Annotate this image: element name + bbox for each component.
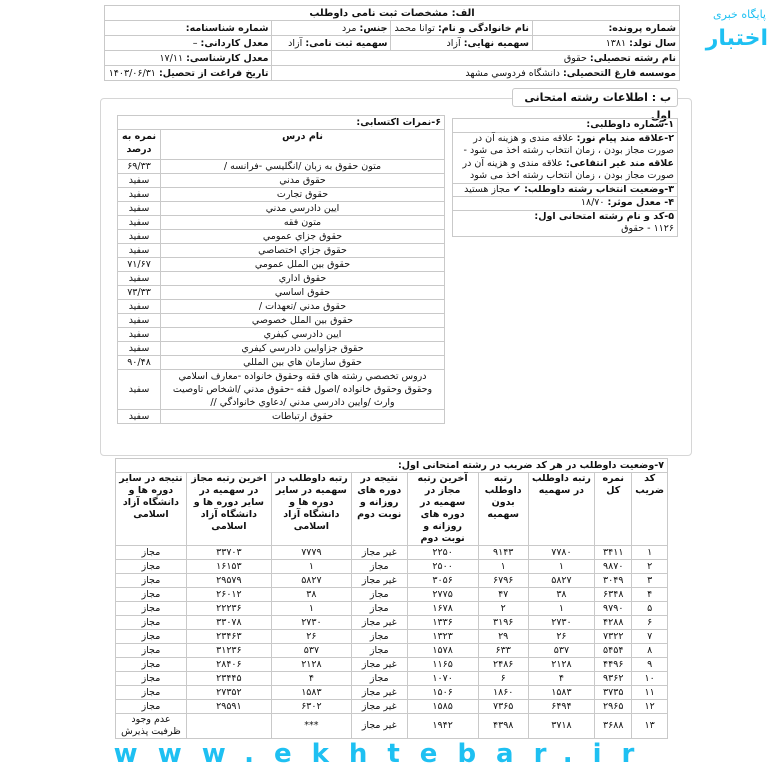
course-name: ايين دادرسي كيفري: [161, 328, 445, 342]
course-percent: سفید: [118, 328, 161, 342]
course-name: حقوق بين الملل عمومي: [161, 258, 445, 272]
course-percent: سفید: [118, 216, 161, 230]
table7-cell: ۳۷۱۸: [528, 714, 594, 739]
file-number: شماره پرونده:: [533, 21, 680, 36]
course-name: حقوق مدني: [161, 174, 445, 188]
associate-gpa: معدل کاردانی: –: [105, 36, 272, 51]
id-number: شماره شناسنامه:: [105, 21, 272, 36]
gender: جنس: مرد: [272, 21, 391, 36]
bachelor-gpa: معدل کارشناسی: ۱۷/۱۱: [105, 51, 272, 66]
table7-cell: ۶۴۹۴: [528, 700, 594, 714]
graduation-date: تاریخ فراغت از تحصیل: ۱۴۰۳/۰۶/۳۱: [105, 66, 272, 81]
table7-row: [116, 658, 668, 672]
table7-cell: ۸: [632, 644, 668, 658]
effective-gpa: ۴- معدل موثر: ۱۸/۷۰: [453, 197, 678, 211]
grade-row: [118, 272, 445, 286]
table7-cell: مجاز: [351, 588, 407, 602]
table7-cell: ۳: [632, 574, 668, 588]
table7-cell: ۶۷۹۶: [478, 574, 528, 588]
table7-cell: ۱۵۸۵: [407, 700, 478, 714]
table7-cell: ۴: [271, 672, 351, 686]
table7-cell: ۷: [632, 630, 668, 644]
table7-row: [116, 672, 668, 686]
table7-cell: مجاز: [116, 686, 187, 700]
table7-cell: ۲۶: [271, 630, 351, 644]
table7-cell: ۱۵۷۸: [407, 644, 478, 658]
course-percent: سفید: [118, 272, 161, 286]
table7-cell: ۴: [632, 588, 668, 602]
table7-cell: غیر مجاز: [351, 686, 407, 700]
table7-cell: ۲۹۵۹۱: [186, 700, 271, 714]
table7-cell: ۲۹۶۵: [595, 700, 632, 714]
table7-cell: ۱: [271, 602, 351, 616]
table7-cell: مجاز: [351, 560, 407, 574]
table7-cell: غیر مجاز: [351, 546, 407, 560]
table7-cell: ۴: [528, 672, 594, 686]
course-name: حقوق اداري: [161, 272, 445, 286]
table7-header: رتبه داوطلب در سهمیه در سایر دوره ها و دانشگاه آزاد اسلامی: [271, 473, 351, 546]
table7-cell: ۱۱: [632, 686, 668, 700]
grade-row: [118, 356, 445, 370]
table7-cell: ۲۸۴۰۶: [186, 658, 271, 672]
table7-cell: مجاز: [116, 700, 187, 714]
section-b-title: ب : اطلاعات رشته امتحانی اول: [512, 88, 678, 107]
grade-row: [118, 216, 445, 230]
table7-cell: ۱۵۸۳: [271, 686, 351, 700]
table7-cell: ۶: [632, 616, 668, 630]
candidate-number: ۱-شماره داوطلبی:: [453, 119, 678, 133]
table7-cell: ۱: [478, 560, 528, 574]
table7-cell: مجاز: [351, 602, 407, 616]
table7-cell: ۴۲۸۸: [595, 616, 632, 630]
table7-cell: ۲۶: [528, 630, 594, 644]
table7-cell: ۳۴۱۱: [595, 546, 632, 560]
table7-cell: ۹: [632, 658, 668, 672]
course-name: حقوق جزاوايين دادرسي كيفري: [161, 342, 445, 356]
table7-row: [116, 574, 668, 588]
table7-row: [116, 588, 668, 602]
table7-cell: مجاز: [116, 644, 187, 658]
table7-cell: غیر مجاز: [351, 714, 407, 739]
table7-cell: ۱۶۱۵۳: [186, 560, 271, 574]
table7-cell: ۱۰: [632, 672, 668, 686]
grade-row: [118, 160, 445, 174]
table7-cell: ۲۲۲۳۶: [186, 602, 271, 616]
course-name: حقوق جزاي اختصاصي: [161, 244, 445, 258]
table7-row: [116, 602, 668, 616]
table7-cell: مجاز: [351, 630, 407, 644]
table7-header: آخرین رتبه مجاز در سهمیه در دوره های روزانه و نوبت دوم: [407, 473, 478, 546]
table7-cell: ۲۳۴۴۵: [186, 672, 271, 686]
course-name: حقوق بين الملل خصوصي: [161, 314, 445, 328]
table7-cell: ۱۸۶۰: [478, 686, 528, 700]
final-quota: سهمیه نهایی: آزاد: [391, 36, 533, 51]
table7-cell: ۲: [632, 560, 668, 574]
course-percent: ۷۱/۶۷: [118, 258, 161, 272]
table7-cell: ۳۳۷۰۳: [186, 546, 271, 560]
course-percent: سفید: [118, 342, 161, 356]
logo-small-text: پایگاه خبری: [713, 8, 766, 21]
course-percent: ۹۰/۴۸: [118, 356, 161, 370]
table7-cell: ۲۳۴۶۳: [186, 630, 271, 644]
logo-big-text: اختبار: [705, 26, 768, 51]
table7-cell: مجاز: [116, 672, 187, 686]
table7-cell: ۵۳۷: [271, 644, 351, 658]
field-of-study: نام رشته تحصیلی: حقوق: [272, 51, 680, 66]
table7-cell: ۹۷۹۰: [595, 602, 632, 616]
table7-cell: مجاز: [351, 672, 407, 686]
table7-row: [116, 686, 668, 700]
grade-row: [118, 410, 445, 424]
full-name: نام خانوادگی و نام: توانا محمد: [391, 21, 533, 36]
table7-cell: ۲۷۳۵۲: [186, 686, 271, 700]
course-percent: سفید: [118, 314, 161, 328]
ekhtebar-logo: [684, 4, 768, 84]
course-name: متون فقه: [161, 216, 445, 230]
table7-cell: ۳۸: [528, 588, 594, 602]
grade-row: [118, 202, 445, 216]
table7-caption: ۷-وضعیت داوطلب در هر کد ضریب در رشته امتحانی اول:: [116, 459, 668, 473]
table7-cell: ۳۸: [271, 588, 351, 602]
table7-cell: ۵۸۲۷: [271, 574, 351, 588]
table7-cell: ۲۱۲۸: [528, 658, 594, 672]
selection-status: ۳-وضعیت انتخاب رشته داوطلب: ✔ مجاز هستید: [453, 183, 678, 197]
table7-cell: غیر مجاز: [351, 700, 407, 714]
table7-cell: ۱۹۴۲: [407, 714, 478, 739]
course-name: حقوق سازمان هاي بين المللي: [161, 356, 445, 370]
table7-cell: مجاز: [116, 546, 187, 560]
grade-row: [118, 188, 445, 202]
table7-cell: ۲: [478, 602, 528, 616]
table7-cell: ۹۳۶۲: [595, 672, 632, 686]
table7-cell: ۲۷۳۰: [271, 616, 351, 630]
course-percent: ۶۹/۳۳: [118, 160, 161, 174]
table7-cell: ۱۲: [632, 700, 668, 714]
table7-cell: مجاز: [116, 602, 187, 616]
grade-row: [118, 328, 445, 342]
birth-year: سال تولد: ۱۳۸۱: [533, 36, 680, 51]
table7-header: نمره کل: [595, 473, 632, 546]
table7-cell: غیر مجاز: [351, 658, 407, 672]
table7-cell: مجاز: [116, 574, 187, 588]
table7-row: [116, 714, 668, 739]
table7-cell: ۷۷۷۹: [271, 546, 351, 560]
table7-cell: ***: [271, 714, 351, 739]
table7-cell: ۳۷۳۵: [595, 686, 632, 700]
registration-info-table: [104, 5, 680, 81]
table7-header: نتیجه در دوره های روزانه و نوبت دوم: [351, 473, 407, 546]
section-a-title: الف: مشخصات ثبت نامی داوطلب: [105, 6, 680, 21]
table7-cell: ۵۳۷: [528, 644, 594, 658]
table7-cell: ۱۳۲۳: [407, 630, 478, 644]
grade-row: [118, 174, 445, 188]
course-name: حقوق جزاي عمومي: [161, 230, 445, 244]
table7-cell: ۶۳۰۲: [271, 700, 351, 714]
table7-cell: ۷۳۶۵: [478, 700, 528, 714]
table7-cell: مجاز: [351, 644, 407, 658]
table7-header: نتیجه در سایر دوره ها و دانشگاه آزاد اسلامی: [116, 473, 187, 546]
grades-table: [117, 115, 445, 424]
table7-cell: ۱۱۶۵: [407, 658, 478, 672]
table7-cell: عدم وجود ظرفیت پذیرش: [116, 714, 187, 739]
table7-cell: ۱۳۳۶: [407, 616, 478, 630]
grade-row: [118, 314, 445, 328]
table7-cell: ۹۱۴۳: [478, 546, 528, 560]
table7-header: رتبه داوطلب بدون سهمیه: [478, 473, 528, 546]
table7-cell: ۱: [271, 560, 351, 574]
table7-cell: ۵: [632, 602, 668, 616]
table7-cell: ۲۱۲۸: [271, 658, 351, 672]
course-name: ايين دادرسي مدني: [161, 202, 445, 216]
table7-cell: غیر مجاز: [351, 574, 407, 588]
table7-cell: ۱۵۸۳: [528, 686, 594, 700]
table7-cell: ۲۷۷۵: [407, 588, 478, 602]
table7-cell: ۴۴۹۶: [595, 658, 632, 672]
table7-cell: ۱۳: [632, 714, 668, 739]
table7-cell: ۲۹: [478, 630, 528, 644]
table7-cell: ۳۳۰۷۸: [186, 616, 271, 630]
graduation-institute: موسسه فارغ التحصیلی: دانشگاه فردوسي مشهد: [272, 66, 680, 81]
table7-cell: مجاز: [116, 658, 187, 672]
table7-cell: ۶۳۳: [478, 644, 528, 658]
table7-cell: ۱۰۷۰: [407, 672, 478, 686]
table7-cell: مجاز: [116, 560, 187, 574]
col-percent: نمره به درصد: [118, 130, 161, 160]
grade-row: [118, 244, 445, 258]
coefficient-status-table: [115, 458, 668, 739]
course-percent: سفید: [118, 188, 161, 202]
course-name: متون حقوق به زبان /انگلیسي -فرانسه /: [161, 160, 445, 174]
table7-header: اخرین رتبه مجاز در سهمیه در سایر دوره ها و دانشگاه آزاد اسلامی: [186, 473, 271, 546]
table7-cell: ۲۴۸۶: [478, 658, 528, 672]
course-name: حقوق ارتباطات: [161, 410, 445, 424]
exam-field-code: ۵-کد و نام رشته امتحانی اول: ۱۱۲۶ - حقوق: [453, 210, 678, 236]
table7-cell: ۳۶۸۸: [595, 714, 632, 739]
table7-cell: ۲۲۵۰: [407, 546, 478, 560]
table7-cell: ۲۶۰۱۲: [186, 588, 271, 602]
table7-cell: ۱۶۷۸: [407, 602, 478, 616]
grade-row: [118, 258, 445, 272]
table7-cell: ۷۷۸۰: [528, 546, 594, 560]
table7-cell: ۵۸۲۷: [528, 574, 594, 588]
course-percent: سفید: [118, 410, 161, 424]
course-name: حقوق اساسي: [161, 286, 445, 300]
table7-cell: ۱۵۰۶: [407, 686, 478, 700]
course-percent: سفید: [118, 244, 161, 258]
course-percent: سفید: [118, 230, 161, 244]
course-name: حقوق تجارت: [161, 188, 445, 202]
course-name: دروس تخصصي رشته هاي فقه وحقوق خانواده -معارف اسلامي وحقوق وحقوق خانواده /اصول فقه -حقوق مدني /اشخاص تاوصيت وارث /وايين دادرسي مدني /دعاوي خانوادگي //: [161, 370, 445, 410]
table7-cell: ۳۰۴۹: [595, 574, 632, 588]
grade-row: [118, 286, 445, 300]
table7-cell: غیر مجاز: [351, 616, 407, 630]
table7-cell: ۱: [528, 602, 594, 616]
table7-cell: [186, 714, 271, 739]
table7-header: رتبه داوطلب در سهمیه: [528, 473, 594, 546]
grades-caption: ۶-نمرات اکتسابی:: [118, 116, 445, 130]
table7-row: [116, 644, 668, 658]
registration-quota: سهمیه ثبت نامی: آزاد: [272, 36, 391, 51]
interest-info: ۲-علاقه مند پیام نور: علاقه مندی و هزینه آن در صورت مجاز بودن ، زمان انتخاب رشته اخذ می شود - علاقه مند غیر انتفاعی: علاقه مندی و هزینه آن در صورت مجاز بودن ، زمان انتخاب رشته اخذ می شود: [453, 132, 678, 183]
table7-cell: ۴۳۹۸: [478, 714, 528, 739]
table7-cell: مجاز: [116, 616, 187, 630]
grade-row: [118, 300, 445, 314]
table7-cell: ۲۷۳۰: [528, 616, 594, 630]
table7-cell: ۲۵۰۰: [407, 560, 478, 574]
table7-row: [116, 560, 668, 574]
table7-cell: ۳۱۲۳۶: [186, 644, 271, 658]
table7-cell: ۲۹۵۷۹: [186, 574, 271, 588]
table7-cell: ۳۱۹۶: [478, 616, 528, 630]
table7-row: [116, 616, 668, 630]
table7-row: [116, 630, 668, 644]
table7-cell: ۳۰۵۶: [407, 574, 478, 588]
col-course: نام درس: [161, 130, 445, 160]
table7-cell: ۹۸۷۰: [595, 560, 632, 574]
table7-cell: ۱: [632, 546, 668, 560]
table7-cell: ۶: [478, 672, 528, 686]
table7-header: کد ضریب: [632, 473, 668, 546]
course-percent: ۷۳/۳۳: [118, 286, 161, 300]
course-percent: سفید: [118, 174, 161, 188]
course-percent: سفید: [118, 202, 161, 216]
grade-row: [118, 342, 445, 356]
exam-field-info: [452, 118, 678, 237]
table7-cell: مجاز: [116, 588, 187, 602]
grade-row: [118, 370, 445, 410]
footer-website: www.ekhtebar.ir: [113, 739, 655, 769]
table7-cell: ۷۳۲۲: [595, 630, 632, 644]
table7-cell: ۵۴۵۴: [595, 644, 632, 658]
table7-cell: ۱: [528, 560, 594, 574]
table7-cell: ۴۷: [478, 588, 528, 602]
course-percent: سفید: [118, 300, 161, 314]
check-icon: ✔: [513, 183, 522, 195]
table7-row: [116, 700, 668, 714]
table7-cell: ۶۳۴۸: [595, 588, 632, 602]
grade-row: [118, 230, 445, 244]
table7-row: [116, 546, 668, 560]
course-percent: سفید: [118, 370, 161, 410]
course-name: حقوق مدني /تعهدات /: [161, 300, 445, 314]
table7-cell: مجاز: [116, 630, 187, 644]
